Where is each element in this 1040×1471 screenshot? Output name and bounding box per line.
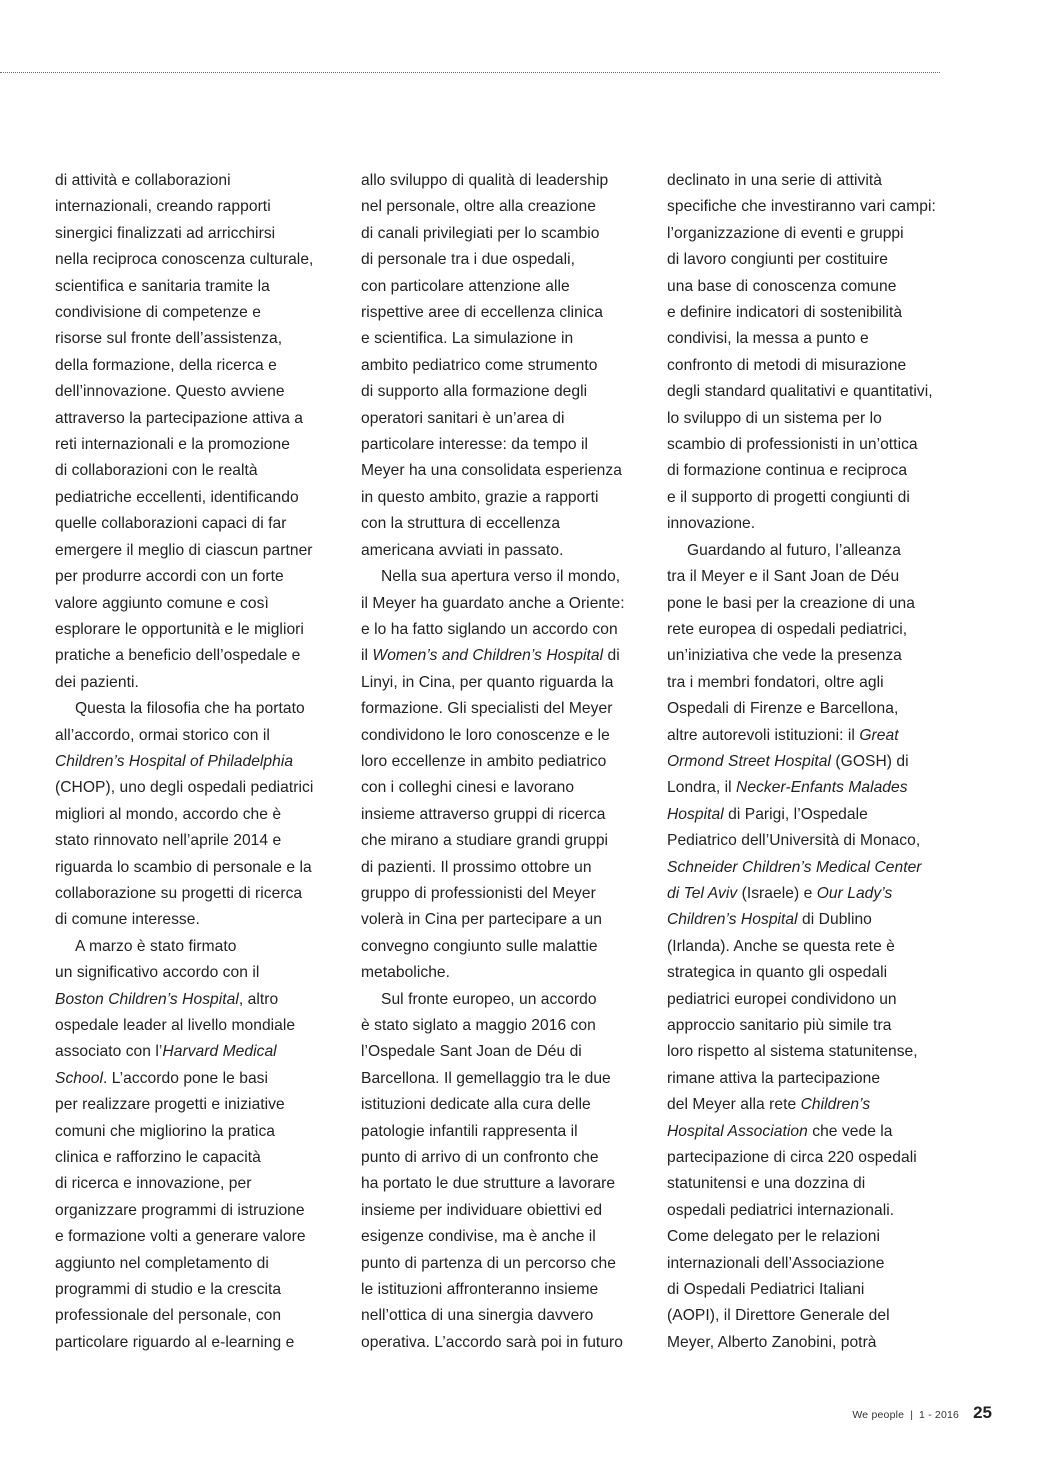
body-text-line: le istituzioni affronteranno insieme (361, 1281, 599, 1299)
body-text-line: con i colleghi cinesi e lavorano (361, 779, 575, 797)
body-text-line: di pazienti. Il prossimo ottobre un (361, 858, 592, 876)
footer-issue: 1 - 2016 (918, 1409, 960, 1421)
body-text-line: Come delegato per le relazioni (667, 1228, 881, 1246)
top-dotted-rule (0, 72, 940, 73)
body-text-line: americana avviati in passato. (361, 541, 564, 559)
body-text-line: (AOPI), il Direttore Generale del (667, 1307, 890, 1325)
body-text-line: sinergici finalizzati ad arricchirsi (55, 224, 276, 242)
body-text-line: comuni che migliorino la pratica (55, 1122, 276, 1140)
body-text-line: patologie infantili rappresenta il (361, 1122, 578, 1140)
body-text-line: un significativo accordo con il (55, 964, 260, 982)
body-text-line: degli standard qualitativi e quantitativi, (667, 383, 933, 401)
body-text-line: che mirano a studiare grandi gruppi (361, 832, 609, 850)
body-text-line: Nella sua apertura verso il mondo, (381, 568, 621, 586)
body-text-line: esplorare le opportunità e le migliori (55, 620, 304, 638)
body-text-line: volerà in Cina per partecipare a un (361, 911, 602, 929)
footer-publication: We people (852, 1409, 905, 1421)
body-text-line: Meyer, Alberto Zanobini, potrà (667, 1333, 877, 1351)
body-text-line: all’accordo, ormai storico con il (55, 726, 270, 744)
text-column-3 (667, 168, 959, 1356)
body-text-line: internazionali dell’Associazione (667, 1254, 885, 1272)
body-text-line: rete europea di ospedali pediatrici, (667, 620, 908, 638)
body-text-line: stato rinnovato nell’aprile 2014 e (55, 832, 282, 850)
body-text-line: Children’s Hospital of Philadelphia (55, 752, 294, 770)
body-text-line: strategica in quanto gli ospedali (667, 964, 888, 982)
body-text-line: declinato in una serie di attività (667, 172, 882, 189)
body-text-line: nella reciproca conoscenza culturale, (55, 251, 314, 269)
body-text-line: gruppo di professionisti del Meyer (361, 884, 596, 902)
body-text-line: loro rispetto al sistema statunitense, (667, 1043, 918, 1061)
body-text-line: particolare interesse: da tempo il (361, 436, 589, 454)
body-text-line: nel personale, oltre alla creazione (361, 198, 596, 216)
body-text-line: partecipazione di circa 220 ospedali (667, 1149, 917, 1167)
body-text-line: associato con l’Harvard Medical (55, 1043, 277, 1061)
body-text-line: Guardando al futuro, l’alleanza (687, 541, 901, 559)
body-text-line: Meyer ha una consolidata esperienza (361, 462, 622, 480)
body-text-line: rispettive aree di eccellenza clinica (361, 304, 603, 322)
body-text-line: di personale tra i due ospedali, (361, 251, 575, 269)
body-text-line: (CHOP), uno degli ospedali pediatrici (55, 779, 314, 797)
body-text-line: Linyi, in Cina, per quanto riguarda la (361, 673, 614, 691)
body-text-line: e formazione volti a generare valore (55, 1228, 306, 1246)
body-text-line: allo sviluppo di qualità di leadership (361, 172, 609, 189)
body-text-line: emergere il meglio di ciascun partner (55, 541, 313, 559)
body-text-line: programmi di studio e la crescita (55, 1281, 282, 1299)
body-text-line: A marzo è stato firmato (75, 937, 237, 955)
body-text-line: lo sviluppo di un sistema per lo (667, 409, 882, 427)
body-text-line: ospedale leader al livello mondiale (55, 1017, 296, 1034)
body-text-line: il Women’s and Children’s Hospital di (361, 647, 620, 665)
body-text-line: condividono le loro conoscenze e le (361, 726, 610, 744)
body-text-line: convegno congiunto sulle malattie (361, 937, 598, 955)
body-text-line: e scientifica. La simulazione in (361, 330, 574, 348)
body-text-line: di ricerca e innovazione, per (55, 1175, 252, 1193)
body-text-line: professionale del personale, con (55, 1307, 282, 1325)
body-text-line: internazionali, creando rapporti (55, 198, 271, 216)
body-text-line: del Meyer alla rete Children’s (667, 1096, 871, 1114)
body-text-line: dell’innovazione. Questo avviene (55, 383, 285, 401)
body-text-line: della formazione, della ricerca e (55, 356, 277, 374)
body-text-line: una base di conoscenza comune (667, 277, 897, 295)
body-text-line: reti internazionali e la promozione (55, 436, 290, 454)
body-text-line: Barcellona. Il gemellaggio tra le due (361, 1069, 611, 1087)
body-text-line: risorse sul fronte dell’assistenza, (55, 330, 283, 348)
body-text-line: approccio sanitario più simile tra (667, 1017, 892, 1034)
body-text-line: per produrre accordi con un forte (55, 568, 284, 586)
body-text-line: formazione. Gli specialisti del Meyer (361, 700, 613, 718)
body-text-line: ha portato le due strutture a lavorare (361, 1175, 616, 1193)
body-text-line: riguarda lo scambio di personale e la (55, 858, 312, 876)
body-text-line: quelle collaborazioni capaci di far (55, 515, 287, 533)
body-text-line: in questo ambito, grazie a rapporti (361, 488, 599, 506)
body-text-line: Pediatrico dell’Università di Monaco, (667, 832, 921, 850)
page-footer (852, 1403, 992, 1423)
body-text-line: operativa. L’accordo sarà poi in futuro (361, 1333, 624, 1351)
body-text-line: insieme per individuare obiettivi ed (361, 1201, 603, 1219)
body-text-line: loro eccellenze in ambito pediatrico (361, 752, 607, 770)
body-text-line: Ospedali di Firenze e Barcellona, (667, 700, 899, 718)
body-text-line: statunitensi e una dozzina di (667, 1175, 866, 1193)
body-text-line: di comune interesse. (55, 911, 200, 929)
body-text-line: un’iniziativa che vede la presenza (667, 647, 902, 665)
body-text-line: collaborazione su progetti di ricerca (55, 884, 303, 902)
body-text-line: pone le basi per la creazione di una (667, 594, 916, 612)
body-text-line: di canali privilegiati per lo scambio (361, 224, 600, 242)
body-text-line: scientifica e sanitaria tramite la (55, 277, 270, 295)
body-text-line: pratiche a beneficio dell’ospedale e (55, 647, 301, 665)
body-text-line: attraverso la partecipazione attiva a (55, 409, 304, 427)
body-text-line: School. L’accordo pone le basi (55, 1069, 269, 1087)
body-text-line: e lo ha fatto siglando un accordo con (361, 620, 618, 638)
body-text-line: l’organizzazione di eventi e gruppi (667, 224, 904, 242)
body-text-line: specifiche che investiranno vari campi: (667, 198, 936, 216)
body-text-line: tra il Meyer e il Sant Joan de Déu (667, 568, 900, 586)
body-text-line: Ormond Street Hospital (GOSH) di (667, 752, 909, 770)
footer-separator: | (910, 1409, 913, 1421)
body-text-line: punto di partenza di un percorso che (361, 1254, 616, 1272)
body-text-line: particolare riguardo al e-learning e (55, 1333, 295, 1351)
body-text-line: condivisi, la messa a punto e (667, 330, 869, 348)
body-text-line: innovazione. (667, 515, 756, 533)
body-text-line: clinica e rafforzino le capacità (55, 1149, 261, 1167)
body-text-line: nell’ottica di una sinergia davvero (361, 1307, 594, 1325)
body-text-line: è stato siglato a maggio 2016 con (361, 1017, 596, 1034)
body-text-line: di collaborazioni con le realtà (55, 462, 258, 480)
body-text-line: Hospital Association che vede la (667, 1122, 893, 1140)
body-text-line: pediatrici europei condividono un (667, 990, 897, 1008)
body-text-line: insieme attraverso gruppi di ricerca (361, 805, 606, 823)
body-text-line: operatori sanitari è un’area di (361, 409, 565, 427)
body-text-line: organizzare programmi di istruzione (55, 1201, 305, 1219)
body-text-line: pediatriche eccellenti, identificando (55, 488, 299, 506)
body-text-line: con la struttura di eccellenza (361, 515, 561, 533)
body-text-line: Children’s Hospital di Dublino (667, 911, 872, 929)
body-text-line: altre autorevoli istituzioni: il Great (667, 726, 899, 744)
body-text-line: di supporto alla formazione degli (361, 383, 588, 401)
body-text-line: punto di arrivo di un confronto che (361, 1149, 599, 1167)
body-text-line: Sul fronte europeo, un accordo (381, 990, 597, 1008)
body-text-line: Boston Children’s Hospital, altro (55, 990, 279, 1008)
body-text-line: per realizzare progetti e iniziative (55, 1096, 285, 1114)
body-text-line: valore aggiunto comune e così (55, 594, 269, 612)
body-text-line: confronto di metodi di misurazione (667, 356, 907, 374)
body-text-line: scambio di professionisti in un’ottica (667, 436, 918, 454)
body-text-line: rimane attiva la partecipazione (667, 1069, 881, 1087)
body-text-line: metaboliche. (361, 964, 451, 982)
body-text-line: dei pazienti. (55, 673, 139, 691)
body-text-line: Questa la filosofia che ha portato (75, 700, 305, 718)
body-text-line: (Irlanda). Anche se questa rete è (667, 937, 895, 955)
body-text-line: ospedali pediatrici internazionali. (667, 1201, 895, 1219)
body-text-line: l’Ospedale Sant Joan de Déu di (361, 1043, 582, 1061)
body-text-line: con particolare attenzione alle (361, 277, 570, 295)
page-number: 25 (973, 1403, 992, 1422)
body-text-line: di formazione continua e reciproca (667, 462, 908, 480)
text-column-2 (361, 168, 651, 1356)
body-text-line: tra i membri fondatori, oltre agli (667, 673, 884, 691)
body-text-line: di attività e collaborazioni (55, 172, 231, 189)
text-column-1 (55, 168, 345, 1356)
body-text-line: di Tel Aviv (Israele) e Our Lady’s (667, 884, 893, 902)
body-text-line: migliori al mondo, accordo che è (55, 805, 282, 823)
body-text-line: esigenze condivise, ma è anche il (361, 1228, 596, 1246)
body-text-line: condivisione di competenze e (55, 304, 261, 322)
body-text-line: ambito pediatrico come strumento (361, 356, 598, 374)
body-text-line: il Meyer ha guardato anche a Oriente: (361, 594, 625, 612)
body-text-line: Hospital di Parigi, l’Ospedale (667, 805, 868, 823)
body-text-line: Schneider Children’s Medical Center (667, 858, 922, 876)
body-text-line: istituzioni dedicate alla cura delle (361, 1096, 591, 1114)
body-text-line: di lavoro congiunti per costituire (667, 251, 888, 269)
body-text-line: e il supporto di progetti congiunti di (667, 488, 910, 506)
body-text-line: e definire indicatori di sostenibilità (667, 304, 903, 322)
body-text-line: Londra, il Necker-Enfants Malades (667, 779, 908, 797)
body-text-line: di Ospedali Pediatrici Italiani (667, 1281, 865, 1299)
body-text-line: aggiunto nel completamento di (55, 1254, 269, 1272)
